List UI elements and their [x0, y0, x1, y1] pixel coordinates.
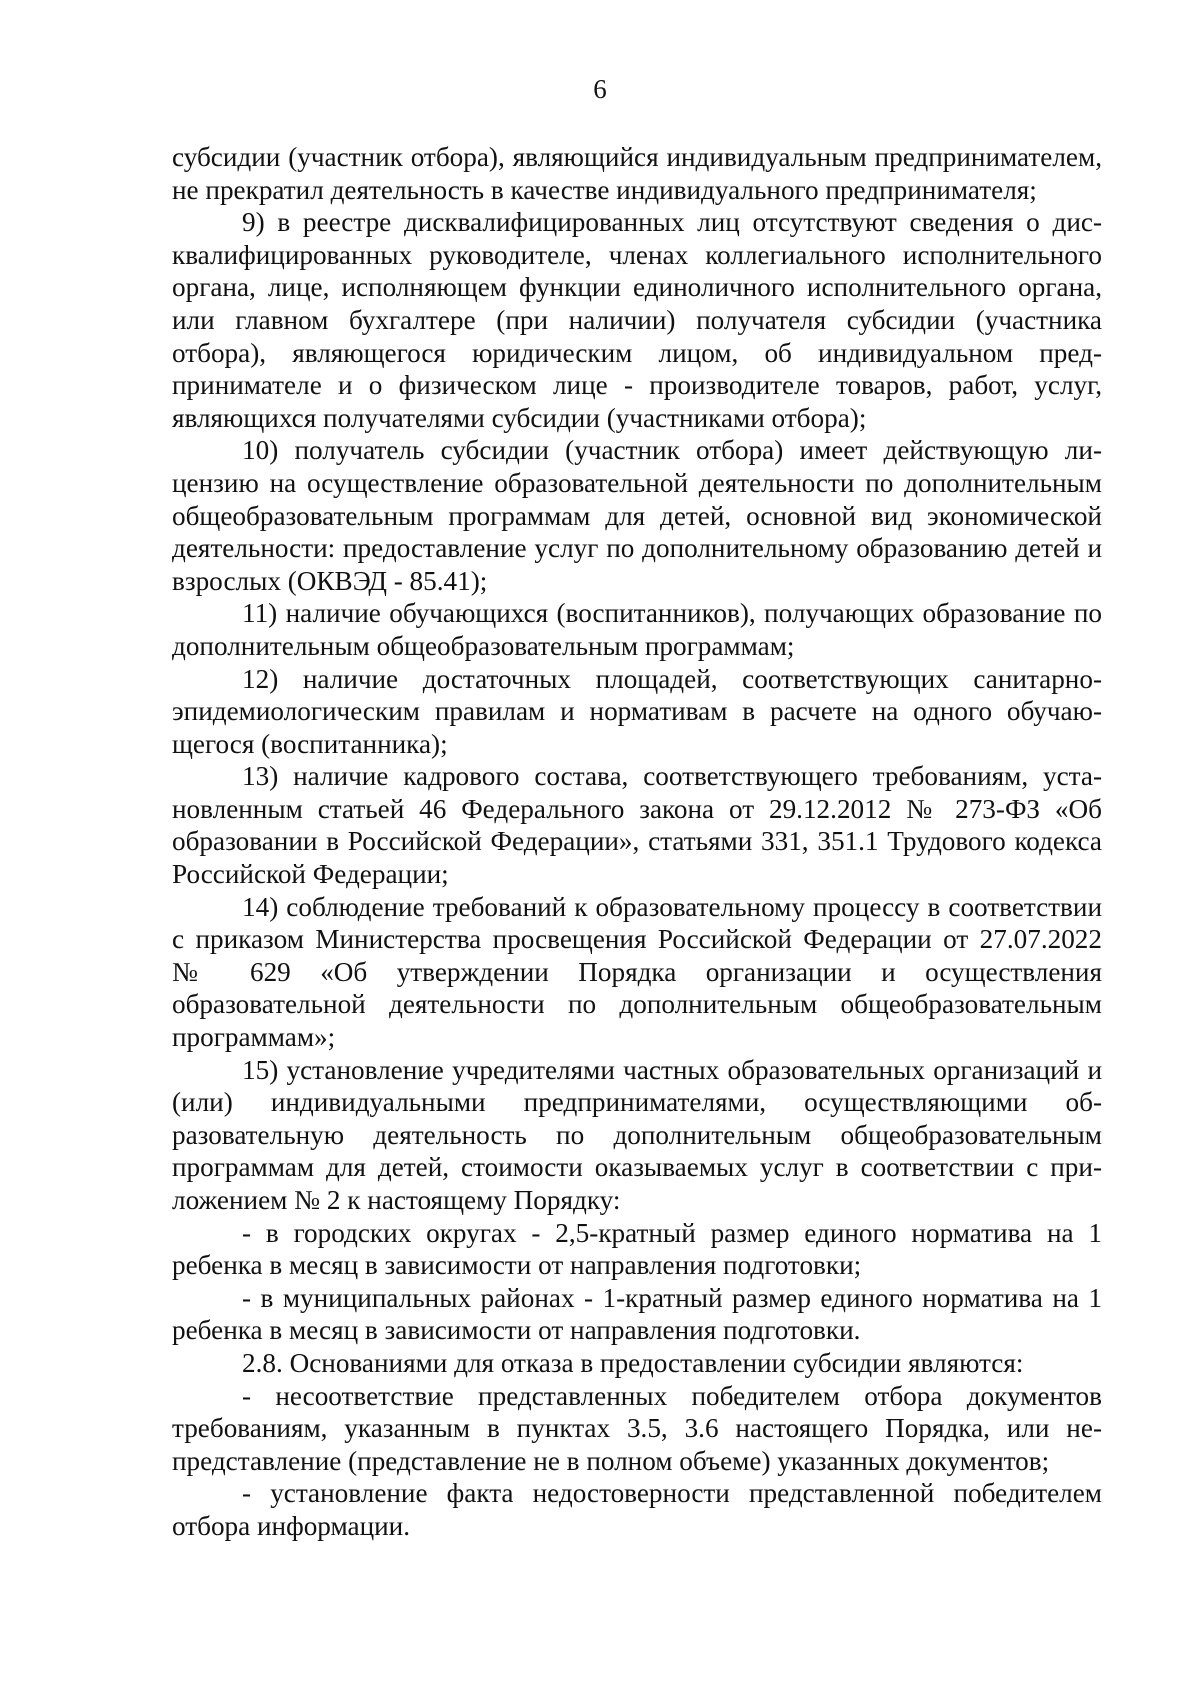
paragraph-refusal-ground-1: - несоответствие представленных победителем отбора документов требованиям, указанным в пунктах 3.5, 3.6 настоящего Порядка, или непредставление (представление не в полном объеме) указанных документов; [172, 1380, 1102, 1476]
paragraph-item-10: 10) получатель субсидии (участник отбора) имеет действующую лицензию на осуществление образовательной деятельности по дополнительным общеобразовательным программам для детей, основной вид экономической деятельности: предоставление услуг по дополнительному образованию детей и взрослых (ОКВЭД - 85.41); [172, 435, 1102, 596]
page-number: 6 [593, 74, 607, 104]
paragraph-item-11: 11) наличие обучающихся (воспитанников), получающих образование по дополнительным общеобразовательным программам; [172, 598, 1102, 661]
document-body [172, 141, 1102, 1543]
paragraph-municipal-districts: - в муниципальных районах - 1-кратный размер единого норматива на 1 ребенка в месяц в зависимости от направления подготовки. [172, 1282, 1102, 1346]
paragraph-urban-districts: - в городских округах - 2,5-кратный размер единого норматива на 1 ребенка в месяц в зависимости от направления подготовки; [172, 1217, 1102, 1281]
paragraph-item-14: 14) соблюдение требований к образовательному процессу в соответствии с приказом Министерства просвещения Российской Федерации от 27.07.2022 № 629 «Об утверждении Порядка организации и осуществления образовательной деятельности по дополнительным общеобразовательным программам»; [172, 891, 1102, 1053]
paragraph-item-12: 12) наличие достаточных площадей, соответствующих санитарно-эпидемиологическим правилам и нормативам в расчете на одного обучающегося (воспитанника); [172, 663, 1102, 759]
paragraph-section-2-8: 2.8. Основаниями для отказа в предоставлении субсидии являются: [242, 1347, 1024, 1378]
paragraph-item-13: 13) наличие кадрового состава, соответствующего требованиям, установленным статьей 46 Федерального закона от 29.12.2012 № 273-ФЗ «Об образовании в Российской Федерации», статьями 331, 351.1 Трудового кодекса Российской Федерации; [172, 761, 1102, 890]
paragraph-continuation: субсидии (участник отбора), являющийся индивидуальным предпринимателем, не прекратил деятельность в качестве индивидуального предпринимателя; [172, 142, 1102, 205]
paragraph-item-15: 15) установление учредителями частных образовательных организаций и (или) индивидуальными предпринимателями, осуществляющими образовательную деятельность по дополнительным общеобразовательным программам для детей, стоимости оказываемых услуг в соответствии с приложением № 2 к настоящему Порядку: [172, 1054, 1102, 1215]
paragraph-refusal-ground-2: - установление факта недостоверности представленной победителем отбора информации. [172, 1478, 1102, 1541]
paragraph-item-9: 9) в реестре дисквалифицированных лиц отсутствуют сведения о дисквалифицированных руководителе, членах коллегиального исполнительного органа, лице, исполняющем функции единоличного исполнительного органа, или главном бухгалтере (при наличии) получателя субсидии (участника отбора), являющегося юридическим лицом, об индивидуальном предпринимателе и о физическом лице - производителе товаров, работ, услуг, являющихся получателями субсидии (участниками отбора); [172, 207, 1102, 433]
